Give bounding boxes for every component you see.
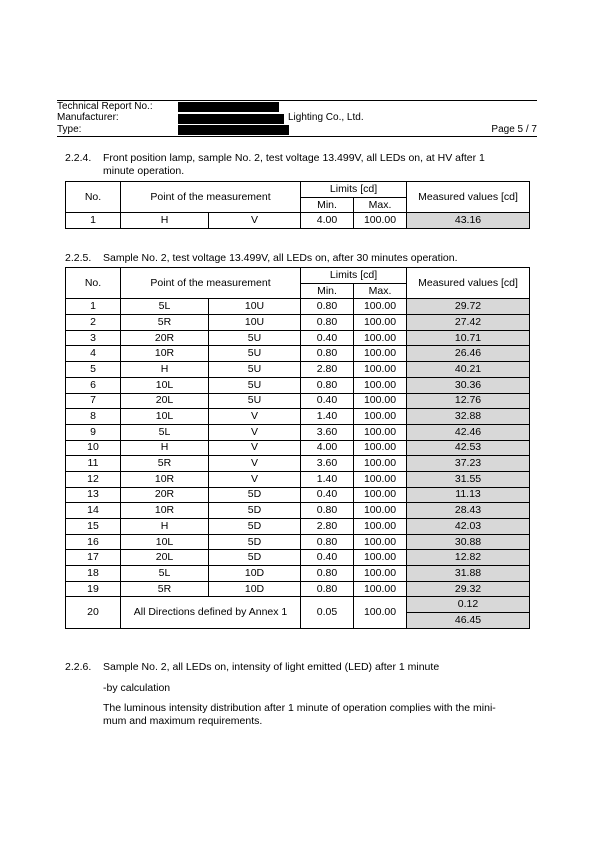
section-225-title: Sample No. 2, test voltage 13.499V, all LEDs on, after 30 minutes operation.: [103, 252, 458, 264]
cell-max: 100.00: [354, 456, 407, 472]
paragraph-line2: mum and maximum requirements.: [103, 715, 263, 727]
cell-min: 0.40: [301, 393, 354, 409]
cell-max: 100.00: [354, 550, 407, 566]
cell-measured: 31.88: [407, 566, 530, 582]
table-row-all-directions: [66, 597, 530, 613]
cell-horizontal: 10R: [121, 503, 209, 519]
cell-horizontal: 5L: [121, 299, 209, 315]
cell-min: 4.00: [301, 440, 354, 456]
manufacturer-suffix: Lighting Co., Ltd.: [288, 112, 364, 123]
cell-measured: 32.88: [407, 409, 530, 425]
table-row: [66, 581, 530, 597]
table-after-30-minutes: [65, 267, 530, 629]
cell-max: 100.00: [354, 299, 407, 315]
manufacturer-label: Manufacturer:: [57, 112, 119, 123]
section-226-subtitle: -by calculation: [103, 682, 171, 694]
cell-measured: 43.16: [407, 213, 530, 229]
cell-vertical: 5U: [209, 330, 301, 346]
cell-min: 0.05: [301, 597, 354, 628]
cell-vertical: 10U: [209, 315, 301, 331]
cell-max: 100.00: [354, 377, 407, 393]
cell-no: 14: [66, 503, 121, 519]
table-hv-after-1-minute: [65, 181, 530, 229]
cell-measured: 28.43: [407, 503, 530, 519]
cell-vertical: 5U: [209, 362, 301, 378]
cell-no: 8: [66, 409, 121, 425]
cell-horizontal: H: [121, 519, 209, 535]
cell-min: 0.40: [301, 550, 354, 566]
table-row: [66, 213, 530, 229]
table-row: [66, 424, 530, 440]
cell-measured: 30.88: [407, 534, 530, 550]
cell-max: 100.00: [354, 471, 407, 487]
cell-horizontal: H: [121, 440, 209, 456]
table-row: [66, 409, 530, 425]
cell-horizontal: 20L: [121, 550, 209, 566]
cell-horizontal: 10L: [121, 534, 209, 550]
section-224-title-line1: Front position lamp, sample No. 2, test voltage 13.499V, all LEDs on, at HV after 1: [103, 152, 485, 164]
cell-horizontal: 5R: [121, 581, 209, 597]
col-header-measured: Measured values [cd]: [407, 268, 530, 299]
cell-vertical: V: [209, 440, 301, 456]
col-header-min: Min.: [301, 197, 354, 213]
cell-max: 100.00: [354, 597, 407, 628]
cell-horizontal: 5L: [121, 566, 209, 582]
cell-vertical: 5D: [209, 503, 301, 519]
table-row: [66, 377, 530, 393]
cell-vertical: 5U: [209, 346, 301, 362]
cell-min: 3.60: [301, 456, 354, 472]
cell-max: 100.00: [354, 393, 407, 409]
section-225-heading: [65, 252, 458, 265]
cell-horizontal: 20L: [121, 393, 209, 409]
table-row: [66, 503, 530, 519]
cell-horizontal: 10L: [121, 377, 209, 393]
table-row: [66, 566, 530, 582]
cell-horizontal: 5R: [121, 315, 209, 331]
cell-measured: 42.46: [407, 424, 530, 440]
section-226-heading: [65, 661, 439, 674]
cell-max: 100.00: [354, 424, 407, 440]
cell-no: 5: [66, 362, 121, 378]
cell-measured: 37.23: [407, 456, 530, 472]
table-row: [66, 519, 530, 535]
cell-max: 100.00: [354, 581, 407, 597]
type-label: Type:: [57, 124, 82, 135]
table-row: [66, 440, 530, 456]
cell-min: 0.80: [301, 503, 354, 519]
col-header-no: No.: [66, 268, 121, 299]
cell-measured: 29.72: [407, 299, 530, 315]
cell-horizontal: 10R: [121, 471, 209, 487]
section-224-heading: [65, 152, 485, 178]
table-row: [66, 362, 530, 378]
cell-min: 0.40: [301, 330, 354, 346]
table-row: [66, 346, 530, 362]
cell-max: 100.00: [354, 440, 407, 456]
cell-vertical: 5U: [209, 377, 301, 393]
cell-min: 0.80: [301, 534, 354, 550]
cell-point: All Directions defined by Annex 1: [121, 597, 301, 628]
cell-vertical: 10U: [209, 299, 301, 315]
cell-no: 19: [66, 581, 121, 597]
table-row: [66, 550, 530, 566]
cell-min: 0.80: [301, 346, 354, 362]
cell-min: 2.80: [301, 362, 354, 378]
col-header-max: Max.: [354, 283, 407, 299]
cell-horizontal: 10R: [121, 346, 209, 362]
table-row: [66, 487, 530, 503]
cell-max: 100.00: [354, 534, 407, 550]
cell-max: 100.00: [354, 519, 407, 535]
cell-no: 12: [66, 471, 121, 487]
redacted-report-number: [178, 102, 279, 112]
section-226-paragraph: [103, 702, 533, 728]
col-header-no: No.: [66, 182, 121, 213]
cell-min: 0.40: [301, 487, 354, 503]
cell-no: 1: [66, 299, 121, 315]
cell-no: 9: [66, 424, 121, 440]
table-row: [66, 330, 530, 346]
cell-vertical: V: [209, 424, 301, 440]
cell-measured: 26.46: [407, 346, 530, 362]
cell-max: 100.00: [354, 315, 407, 331]
table-row: [66, 456, 530, 472]
col-header-limits: Limits [cd]: [301, 268, 407, 284]
cell-min: 2.80: [301, 519, 354, 535]
col-header-max: Max.: [354, 197, 407, 213]
cell-min: 0.80: [301, 315, 354, 331]
cell-measured: 30.36: [407, 377, 530, 393]
col-header-limits: Limits [cd]: [301, 182, 407, 198]
cell-no: 20: [66, 597, 121, 628]
cell-no: 1: [66, 213, 121, 229]
cell-min: 4.00: [301, 213, 354, 229]
cell-min: 1.40: [301, 409, 354, 425]
section-226-number: 2.2.6.: [65, 661, 92, 673]
cell-min: 0.80: [301, 581, 354, 597]
cell-measured-max: 46.45: [407, 613, 530, 629]
cell-no: 11: [66, 456, 121, 472]
cell-max: 100.00: [354, 566, 407, 582]
table-row: [66, 534, 530, 550]
cell-measured: 10.71: [407, 330, 530, 346]
cell-max: 100.00: [354, 213, 407, 229]
table-row: [66, 471, 530, 487]
cell-measured: 31.55: [407, 471, 530, 487]
cell-no: 17: [66, 550, 121, 566]
cell-min: 1.40: [301, 471, 354, 487]
col-header-point: Point of the measurement: [121, 268, 301, 299]
cell-max: 100.00: [354, 503, 407, 519]
table-row: [66, 315, 530, 331]
cell-measured: 11.13: [407, 487, 530, 503]
report-label: Technical Report No.:: [57, 101, 153, 112]
cell-vertical: 10D: [209, 581, 301, 597]
section-226-title: Sample No. 2, all LEDs on, intensity of light emitted (LED) after 1 minute: [103, 661, 440, 673]
cell-no: 2: [66, 315, 121, 331]
cell-no: 18: [66, 566, 121, 582]
cell-vertical: 5D: [209, 487, 301, 503]
cell-max: 100.00: [354, 362, 407, 378]
header-bottom-rule: [57, 136, 537, 137]
cell-horizontal: 20R: [121, 330, 209, 346]
cell-vertical: 5D: [209, 519, 301, 535]
cell-measured: 29.32: [407, 581, 530, 597]
cell-measured: 42.53: [407, 440, 530, 456]
cell-vertical: 5D: [209, 534, 301, 550]
cell-max: 100.00: [354, 346, 407, 362]
cell-min: 0.80: [301, 299, 354, 315]
table-row: [66, 393, 530, 409]
cell-min: 0.80: [301, 566, 354, 582]
cell-measured: 42.03: [407, 519, 530, 535]
cell-measured: 12.82: [407, 550, 530, 566]
page-number: Page 5 / 7: [491, 124, 537, 135]
cell-horizontal: H: [121, 362, 209, 378]
cell-max: 100.00: [354, 330, 407, 346]
col-header-point: Point of the measurement: [121, 182, 301, 213]
cell-no: 6: [66, 377, 121, 393]
cell-no: 7: [66, 393, 121, 409]
cell-horizontal: 10L: [121, 409, 209, 425]
cell-no: 4: [66, 346, 121, 362]
redacted-manufacturer: [178, 114, 284, 124]
cell-horizontal: 5L: [121, 424, 209, 440]
cell-vertical: V: [209, 213, 301, 229]
cell-max: 100.00: [354, 409, 407, 425]
paragraph-line1: The luminous intensity distribution after 1 minute of operation complies with the mini-: [103, 702, 496, 714]
cell-measured: 40.21: [407, 362, 530, 378]
cell-horizontal: H: [121, 213, 209, 229]
table-row: [66, 299, 530, 315]
header-top-rule: [57, 100, 537, 101]
section-224-number: 2.2.4.: [65, 152, 92, 164]
cell-vertical: 10D: [209, 566, 301, 582]
cell-measured: 12.76: [407, 393, 530, 409]
cell-vertical: 5U: [209, 393, 301, 409]
cell-vertical: 5D: [209, 550, 301, 566]
cell-no: 3: [66, 330, 121, 346]
cell-no: 10: [66, 440, 121, 456]
cell-vertical: V: [209, 471, 301, 487]
cell-max: 100.00: [354, 487, 407, 503]
cell-horizontal: 20R: [121, 487, 209, 503]
cell-no: 16: [66, 534, 121, 550]
cell-vertical: V: [209, 409, 301, 425]
cell-vertical: V: [209, 456, 301, 472]
cell-no: 13: [66, 487, 121, 503]
cell-horizontal: 5R: [121, 456, 209, 472]
cell-measured: 27.42: [407, 315, 530, 331]
section-224-title-line2: minute operation.: [103, 165, 185, 177]
cell-min: 0.80: [301, 377, 354, 393]
cell-min: 3.60: [301, 424, 354, 440]
section-225-number: 2.2.5.: [65, 252, 92, 264]
cell-no: 15: [66, 519, 121, 535]
cell-measured-min: 0.12: [407, 597, 530, 613]
col-header-measured: Measured values [cd]: [407, 182, 530, 213]
col-header-min: Min.: [301, 283, 354, 299]
